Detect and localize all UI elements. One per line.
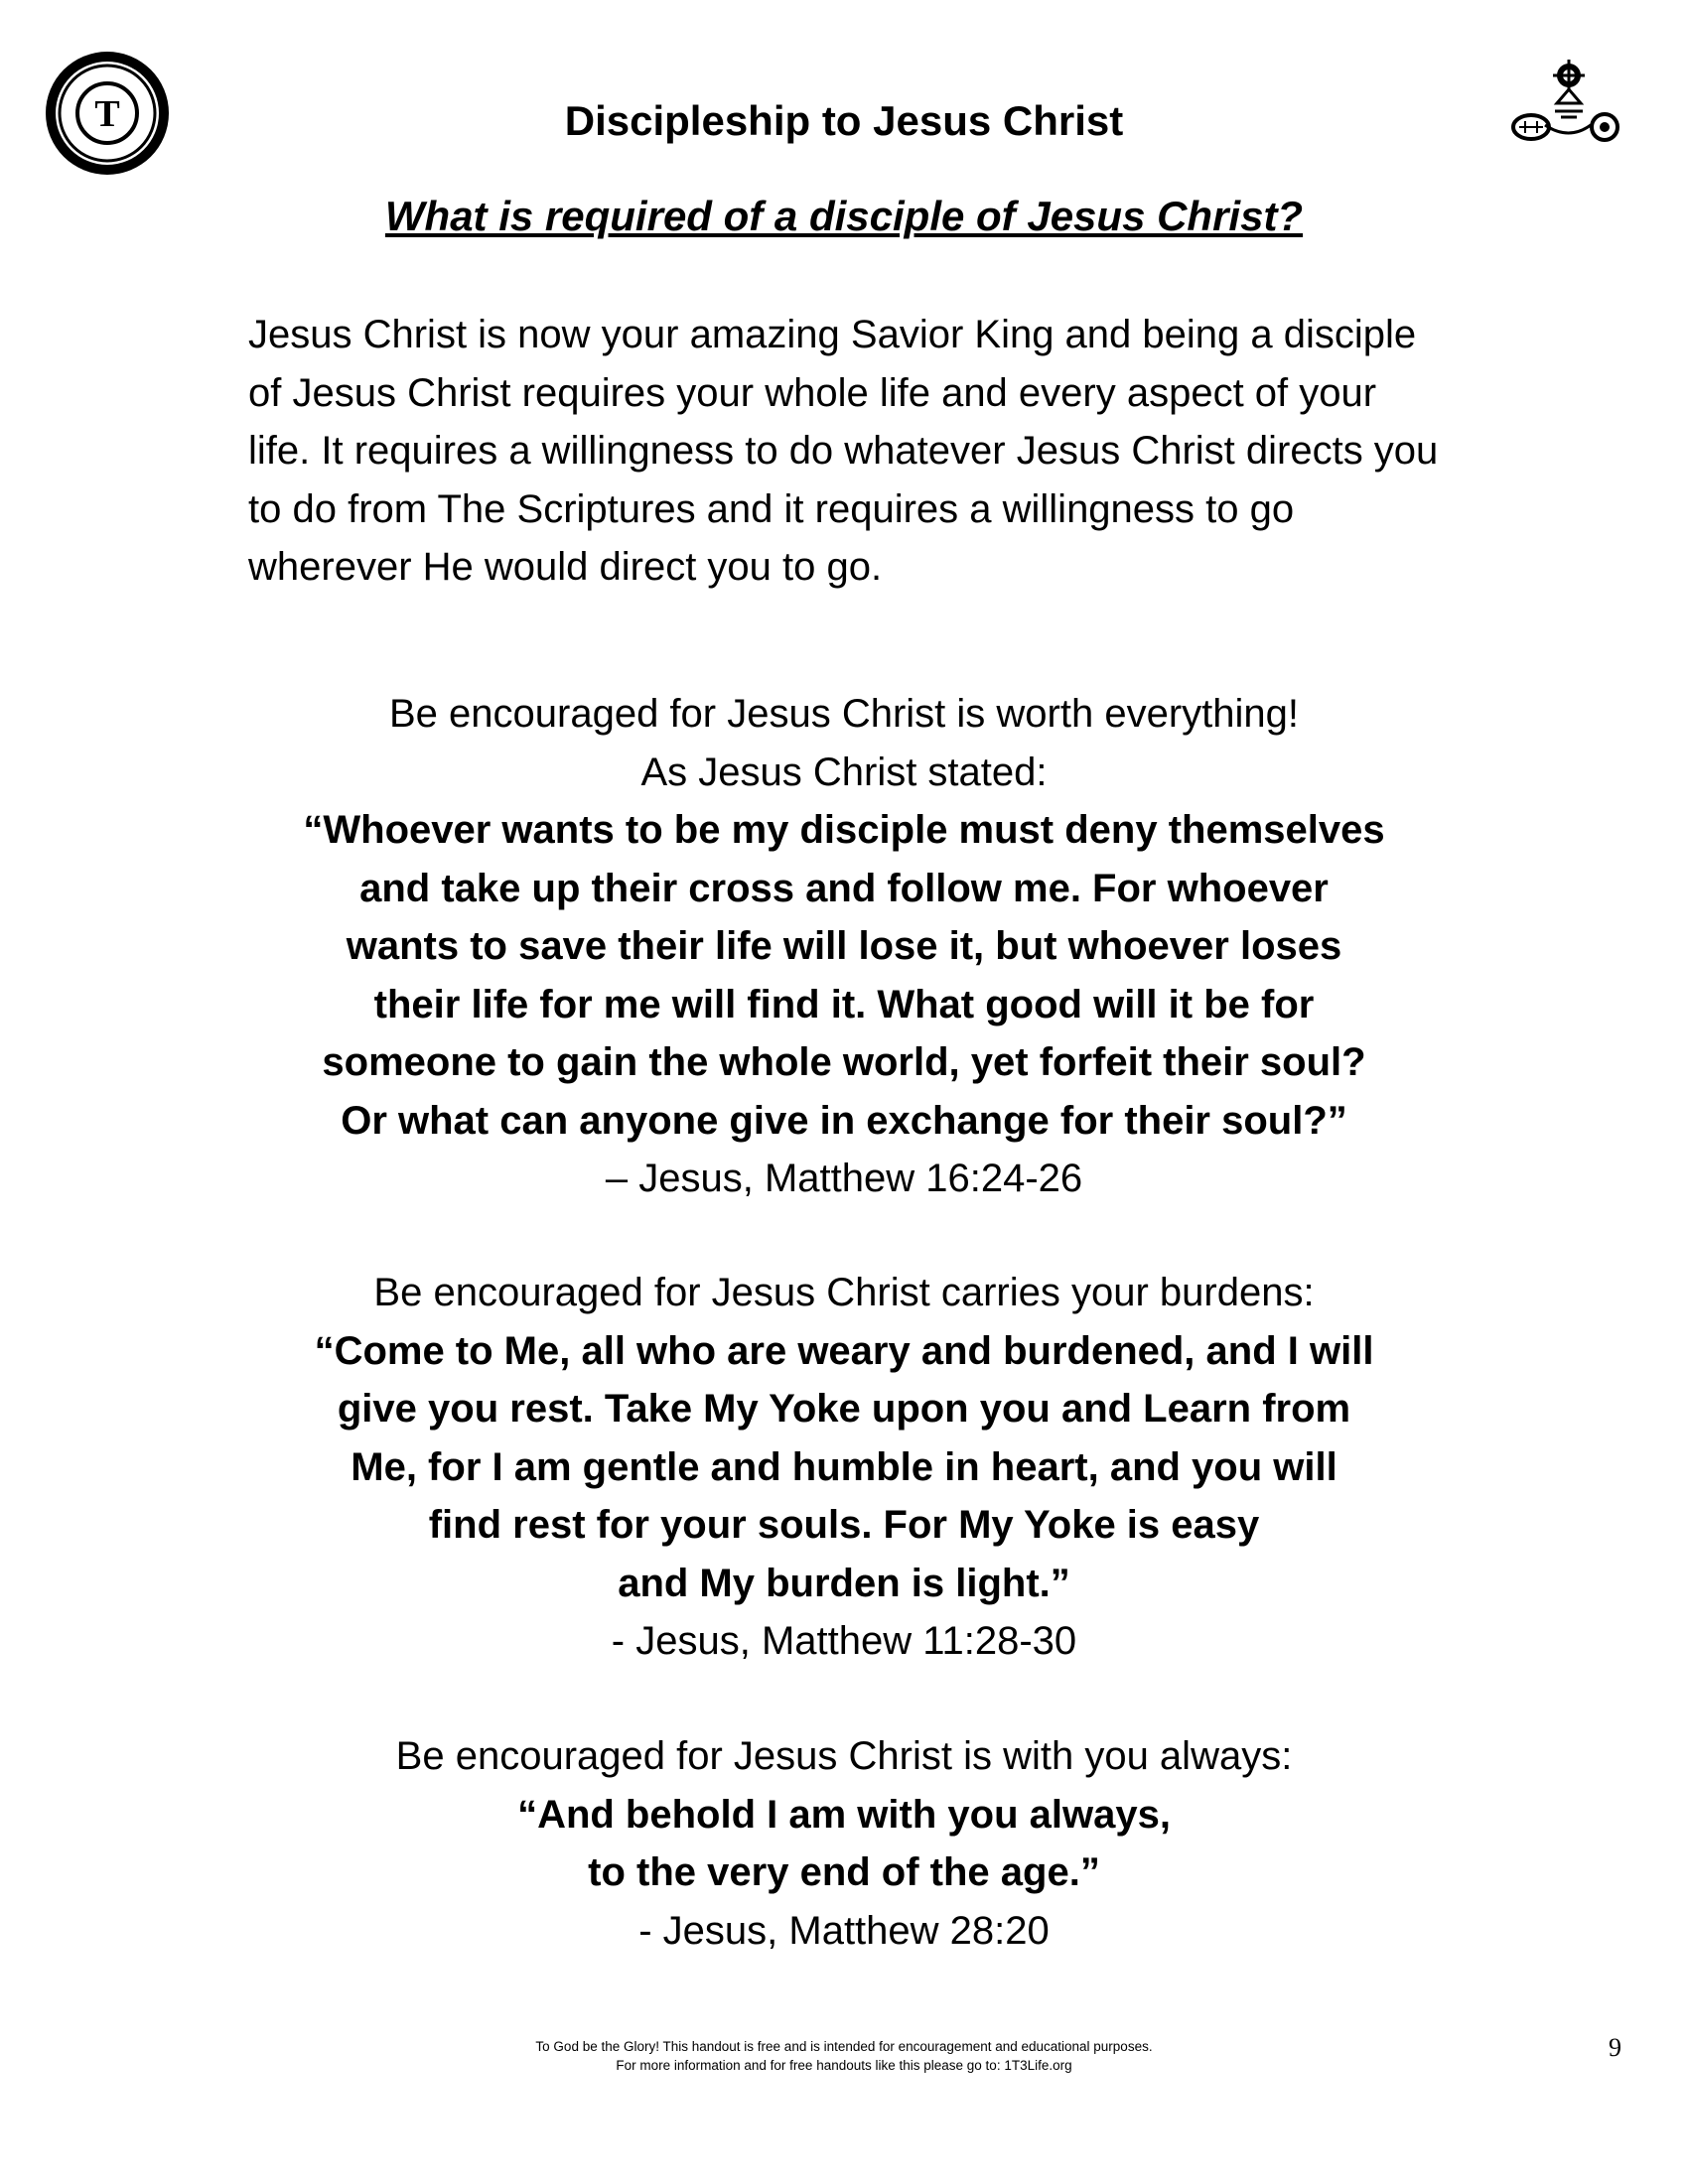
quote-line: “Whoever wants to be my disciple must deny themselves	[303, 808, 1385, 852]
quote-line: wants to save their life will lose it, but whoever loses	[346, 924, 1342, 968]
section-lead-line: Be encouraged for Jesus Christ carries your burdens:	[373, 1271, 1315, 1314]
section-lead-line: Be encouraged for Jesus Christ is with you always:	[395, 1734, 1293, 1778]
page-title: Discipleship to Jesus Christ	[564, 97, 1124, 144]
section-lead-line: Be encouraged for Jesus Christ is worth everything!	[389, 692, 1299, 736]
intro-paragraph	[248, 306, 1440, 597]
quote-line: and My burden is light.”	[618, 1561, 1070, 1605]
citation: - Jesus, Matthew 28:20	[638, 1908, 1050, 1953]
citation: – Jesus, Matthew 16:24-26	[605, 1157, 1083, 1200]
quote-line: and take up their cross and follow me. For whoever	[359, 866, 1329, 910]
page-subtitle: What is required of a disciple of Jesus Christ?	[384, 193, 1304, 239]
quote-line: give you rest. Take My Yoke upon you and Learn from	[337, 1387, 1351, 1431]
quote-line: Me, for I am gentle and humble in heart, and you will	[351, 1444, 1337, 1489]
citation: - Jesus, Matthew 11:28-30	[611, 1619, 1077, 1663]
page-number: 9	[1609, 2033, 1621, 2062]
footer	[0, 2037, 1688, 2075]
quote-line: someone to gain the whole world, yet forfeit their soul?	[322, 1040, 1366, 1084]
quote-line: their life for me will find it. What good will it be for	[373, 982, 1315, 1026]
quote-line: find rest for your souls. For My Yoke is easy	[428, 1503, 1260, 1547]
encouragement-section-3	[0, 1727, 1688, 1960]
encouragement-section-2	[0, 1264, 1688, 1671]
section-lead-line: As Jesus Christ stated:	[640, 750, 1048, 794]
intro-text: Jesus Christ is now your amazing Savior King and being a disciple of Jesus Christ requires your whole life and every aspect of your life. It requires a willingness to do whatever Jesus Christ directs you to do from The Scriptures and it requires a willingness to go wherever He would direct you to go.	[248, 313, 1439, 589]
quote-line: “And behold I am with you always,	[517, 1792, 1171, 1837]
quote-line: “Come to Me, all who are weary and burdened, and I will	[314, 1328, 1374, 1373]
quote-line: Or what can anyone give in exchange for their soul?”	[341, 1098, 1347, 1143]
quote-line: to the very end of the age.”	[588, 1850, 1100, 1894]
footer-line-1: To God be the Glory! This handout is free and is intended for encouragement and educational purposes.	[535, 2039, 1153, 2054]
footer-line-2: For more information and for free handouts like this please go to: 1T3Life.org	[616, 2058, 1072, 2073]
encouragement-section-1	[0, 685, 1688, 1208]
logo-monogram: T	[94, 93, 120, 135]
